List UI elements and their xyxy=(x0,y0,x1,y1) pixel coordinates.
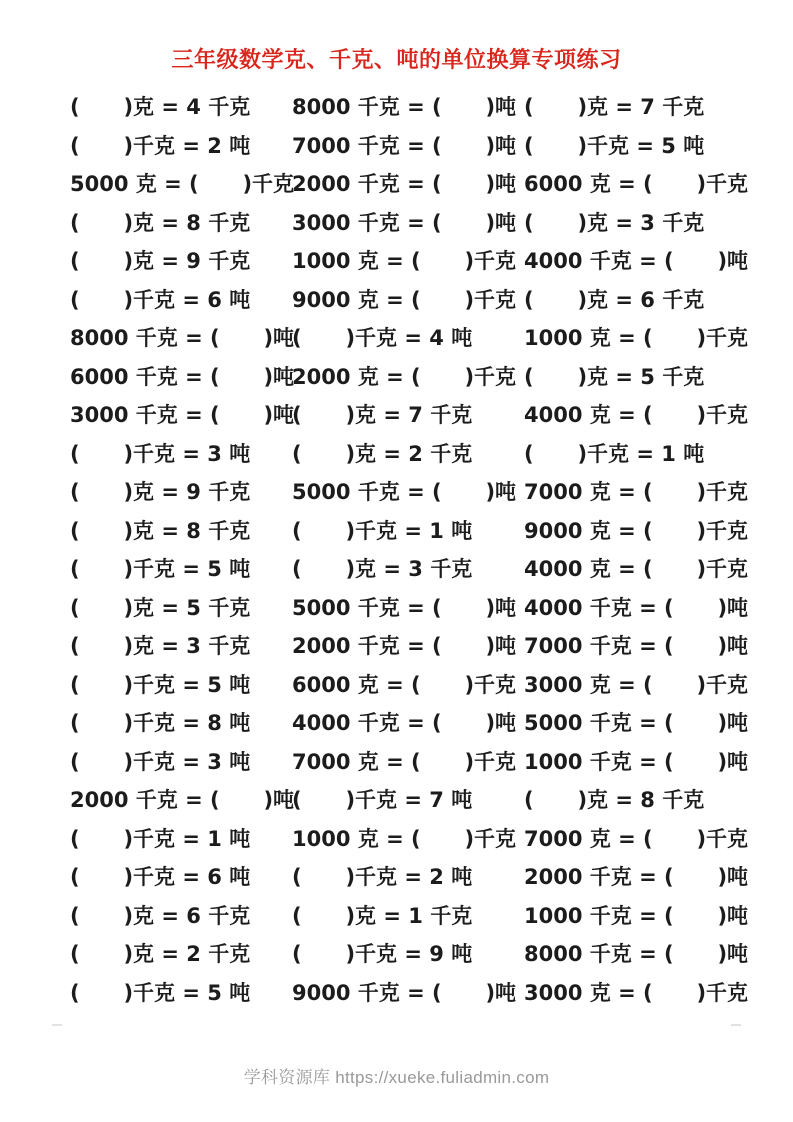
problem-cell: 1000 克 = ( )千克 xyxy=(292,826,517,851)
problem-cell: ( )克 = 7 千克 xyxy=(524,95,705,120)
problem-cell: ( )千克 = 3 吨 xyxy=(70,441,251,466)
problem-cell: 7000 千克 = ( )吨 xyxy=(524,634,749,659)
problem-cell: 6000 克 = ( )千克 xyxy=(292,672,517,697)
problem-row xyxy=(70,549,753,588)
problem-cell: ( )千克 = 6 吨 xyxy=(70,287,251,312)
problem-cell: ( )千克 = 8 吨 xyxy=(70,711,251,736)
problem-cell: ( )千克 = 3 吨 xyxy=(70,749,251,774)
problem-cell: 9000 克 = ( )千克 xyxy=(524,518,749,543)
problem-cell: 4000 千克 = ( )吨 xyxy=(524,595,749,620)
problem-cell: 5000 克 = ( )千克 xyxy=(70,172,295,197)
problem-row xyxy=(70,896,753,935)
problem-cell: 4000 千克 = ( )吨 xyxy=(524,249,749,274)
problem-cell: 4000 千克 = ( )吨 xyxy=(292,711,517,736)
problem-row xyxy=(70,665,753,704)
problem-cell: ( )克 = 8 千克 xyxy=(524,788,705,813)
problem-row xyxy=(70,203,753,242)
problem-cell: 2000 千克 = ( )吨 xyxy=(70,788,295,813)
problem-cell: 2000 千克 = ( )吨 xyxy=(524,865,749,890)
footer-text: 学科资源库 https://xueke.fuliadmin.com xyxy=(243,1068,550,1087)
problem-cell: ( )千克 = 6 吨 xyxy=(70,865,251,890)
problem-cell: 5000 千克 = ( )吨 xyxy=(292,480,517,505)
problem-cell: ( )千克 = 2 吨 xyxy=(70,133,251,158)
problem-cell: 6000 千克 = ( )吨 xyxy=(70,364,295,389)
problem-cell: ( )千克 = 5 吨 xyxy=(70,557,251,582)
problem-cell: ( )克 = 3 千克 xyxy=(524,210,705,235)
problem-cell: 1000 克 = ( )千克 xyxy=(292,249,517,274)
problem-row xyxy=(70,511,753,550)
problem-cell: ( )千克 = 5 吨 xyxy=(70,980,251,1005)
problem-cell: ( )千克 = 1 吨 xyxy=(292,518,473,543)
problem-row xyxy=(70,934,753,973)
problem-cell: 5000 千克 = ( )吨 xyxy=(524,711,749,736)
problem-cell: 7000 克 = ( )千克 xyxy=(292,749,517,774)
problem-cell: 9000 千克 = ( )吨 xyxy=(292,980,517,1005)
problem-cell: ( )克 = 5 千克 xyxy=(70,595,251,620)
problem-row xyxy=(70,434,753,473)
problem-cell: ( )克 = 2 千克 xyxy=(70,942,251,967)
problem-row xyxy=(70,819,753,858)
problem-cell: 3000 千克 = ( )吨 xyxy=(70,403,295,428)
problem-cell: ( )千克 = 1 吨 xyxy=(524,441,705,466)
problem-cell: 3000 千克 = ( )吨 xyxy=(292,210,517,235)
problem-cell: ( )千克 = 7 吨 xyxy=(292,788,473,813)
problems-list xyxy=(0,87,793,1011)
worksheet-title: 三年级数学克、千克、吨的单位换算专项练习 xyxy=(171,47,622,72)
problem-cell: 8000 千克 = ( )吨 xyxy=(292,95,517,120)
problem-cell: 2000 克 = ( )千克 xyxy=(292,364,517,389)
problem-row xyxy=(70,126,753,165)
problem-row xyxy=(70,703,753,742)
problem-row xyxy=(70,742,753,781)
problem-cell: ( )千克 = 5 吨 xyxy=(70,672,251,697)
problem-cell: ( )克 = 9 千克 xyxy=(70,249,251,274)
problem-cell: ( )千克 = 2 吨 xyxy=(292,865,473,890)
problem-cell: 3000 克 = ( )千克 xyxy=(524,672,749,697)
problem-cell: 7000 克 = ( )千克 xyxy=(524,480,749,505)
problem-row xyxy=(70,395,753,434)
problem-cell: 8000 千克 = ( )吨 xyxy=(524,942,749,967)
problem-cell: ( )克 = 3 千克 xyxy=(70,634,251,659)
problem-cell: ( )克 = 6 千克 xyxy=(70,903,251,928)
problem-cell: ( )千克 = 4 吨 xyxy=(292,326,473,351)
problem-cell: ( )千克 = 1 吨 xyxy=(70,826,251,851)
problem-row xyxy=(70,780,753,819)
problem-cell: ( )克 = 4 千克 xyxy=(70,95,251,120)
problem-cell: 1000 千克 = ( )吨 xyxy=(524,749,749,774)
problem-cell: 2000 千克 = ( )吨 xyxy=(292,634,517,659)
problem-row xyxy=(70,973,753,1012)
problem-row xyxy=(70,357,753,396)
problem-cell: 1000 克 = ( )千克 xyxy=(524,326,749,351)
problem-cell: ( )千克 = 5 吨 xyxy=(524,133,705,158)
problem-cell: ( )千克 = 9 吨 xyxy=(292,942,473,967)
problem-row xyxy=(70,87,753,126)
problem-row xyxy=(70,472,753,511)
problem-cell: ( )克 = 9 千克 xyxy=(70,480,251,505)
problem-cell: 8000 千克 = ( )吨 xyxy=(70,326,295,351)
problem-cell: ( )克 = 8 千克 xyxy=(70,210,251,235)
problem-cell: 6000 克 = ( )千克 xyxy=(524,172,749,197)
problem-cell: ( )克 = 7 千克 xyxy=(292,403,473,428)
problem-row xyxy=(70,280,753,319)
problem-cell: 1000 千克 = ( )吨 xyxy=(524,903,749,928)
problem-cell: ( )克 = 1 千克 xyxy=(292,903,473,928)
problem-row xyxy=(70,164,753,203)
problem-cell: ( )克 = 2 千克 xyxy=(292,441,473,466)
problem-cell: ( )克 = 3 千克 xyxy=(292,557,473,582)
problem-row xyxy=(70,318,753,357)
crop-mark-left xyxy=(52,1024,62,1026)
problem-cell: 4000 克 = ( )千克 xyxy=(524,557,749,582)
problem-cell: 9000 克 = ( )千克 xyxy=(292,287,517,312)
problem-cell: 7000 克 = ( )千克 xyxy=(524,826,749,851)
problem-cell: ( )克 = 8 千克 xyxy=(70,518,251,543)
problem-cell: 7000 千克 = ( )吨 xyxy=(292,133,517,158)
problem-cell: 3000 克 = ( )千克 xyxy=(524,980,749,1005)
problem-cell: 4000 克 = ( )千克 xyxy=(524,403,749,428)
problem-cell: ( )克 = 5 千克 xyxy=(524,364,705,389)
problem-row xyxy=(70,626,753,665)
problem-row xyxy=(70,588,753,627)
problem-cell: 2000 千克 = ( )吨 xyxy=(292,172,517,197)
problem-cell: ( )克 = 6 千克 xyxy=(524,287,705,312)
problem-row xyxy=(70,857,753,896)
problem-cell: 5000 千克 = ( )吨 xyxy=(292,595,517,620)
problem-row xyxy=(70,241,753,280)
crop-mark-right xyxy=(731,1024,741,1026)
footer-watermark xyxy=(0,1063,793,1088)
